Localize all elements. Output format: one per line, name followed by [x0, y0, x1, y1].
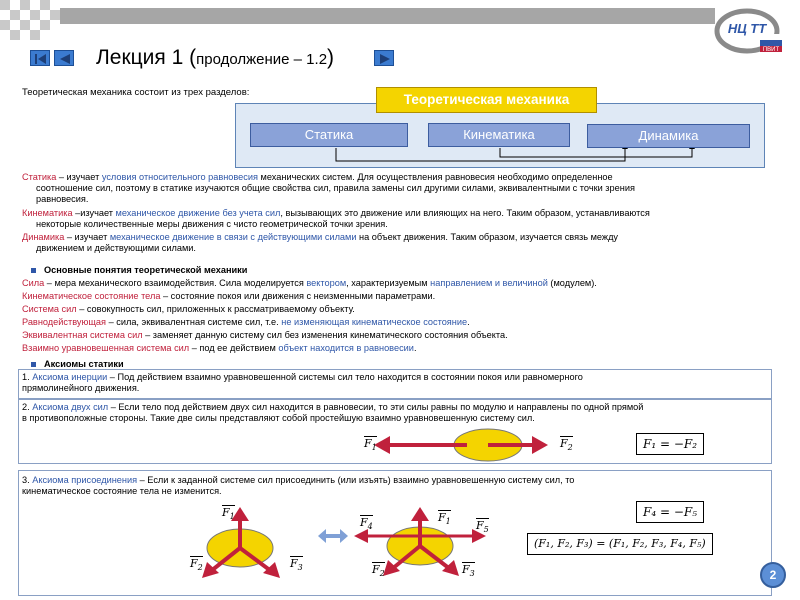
label-f1-left: $F_1$: [222, 506, 235, 522]
logo-text: НЦ ТТ: [727, 21, 767, 36]
logo-sub: ПВИТ: [762, 47, 780, 53]
axioms-heading: Аксиомы статики: [44, 359, 124, 369]
label-f2: $F_2$: [560, 437, 573, 453]
label-f4-right: $F_4$: [360, 516, 373, 532]
two-forces-figure: [370, 426, 550, 466]
page-number-badge: 2: [760, 562, 786, 588]
diagram-box-kinematics: Кинематика: [428, 123, 570, 147]
label-f3-right: $F_3$: [462, 563, 475, 579]
label-f3-left: $F_3$: [290, 557, 303, 573]
formula-f4-f5: F₄ = −F₅: [636, 501, 704, 523]
skip-back-icon: [31, 51, 51, 67]
concept-force: Сила – мера механического взаимодействия. Сила моделируется вектором, характеризуемым направлением и величиной (модулем).: [22, 278, 597, 288]
axiom-1: 1. Аксиома инерции – Под действием взаимно уравновешенной системы сил тело находится в состоянии покоя или равномерного прямолинейного движения.: [22, 372, 583, 393]
label-f2-right: $F_2$: [372, 563, 385, 579]
concepts-heading: Основные понятия теоретической механики: [44, 265, 248, 275]
definition-statics: Статика – изучает условия относительного равновесия механических систем. Для осуществления равновесия необходимо определенное соотношение сил, поэтому в статике изучаются общие свойства сил, правила замены сил другими силами, эквивалентными с точки зрения равновесия.: [22, 172, 635, 204]
next-slide-button[interactable]: [374, 50, 394, 66]
decorative-checkers: [0, 0, 60, 46]
top-bar: [60, 8, 715, 24]
arrow-left-icon: [55, 51, 75, 67]
concept-system: Система сил – совокупность сил, приложенных к рассматриваемому объекту.: [22, 304, 355, 314]
label-f1-right: $F_1$: [438, 511, 451, 527]
concept-resultant: Равнодействующая – сила, эквивалентная системе сил, т.е. не изменяющая кинематическое состояние.: [22, 317, 470, 327]
three-forces-figure: [185, 505, 305, 585]
page-title: Лекция 1 (продолжение – 1.2): [96, 46, 335, 69]
double-arrow-icon: [318, 528, 348, 544]
first-slide-button[interactable]: [30, 50, 50, 66]
prev-slide-button[interactable]: [54, 50, 74, 66]
logo-icon: [714, 6, 784, 54]
intro-text: Теоретическая механика состоит из трех разделов:: [22, 87, 250, 98]
definition-dynamics: Динамика – изучает механическое движение в связи с действующими силами на объект движения. Таким образом, изучается связь между движением и действующими силами.: [22, 232, 619, 253]
diagram-box-dynamics: Динамика: [587, 124, 750, 148]
axiom-3: 3. Аксиома присоединения – Если к заданной системе сил присоединить (или изъять) взаимно уравновешенную систему сил, то кинематическое состояние тела не изменится.: [22, 475, 575, 496]
formula-two-forces: F₁ = −F₂: [636, 433, 704, 455]
arrowhead-down-right-icon: [263, 562, 280, 578]
formula-system-equivalence: (F₁, F₂, F₃) = (F₁, F₂, F₃, F₄, F₅): [527, 533, 713, 555]
concept-kinematic-state: Кинематическое состояние тела – состояние покоя или движения с неизменными параметрами.: [22, 291, 436, 301]
bullet-icon: [31, 362, 36, 367]
label-f5-right: $F_5$: [476, 519, 489, 535]
concept-equivalent: Эквивалентная система сил – заменяет данную систему сил без изменения кинематического состояния объекта.: [22, 330, 508, 340]
bullet-icon: [31, 268, 36, 273]
definition-kinematics: Кинематика –изучает механическое движение без учета сил, вызывающих это движение или влияющих на него. Таким образом, устанавливаются некоторые количественные меры движения с чисто геометрической точки зрения.: [22, 208, 650, 229]
diagram-title: Теоретическая механика: [376, 87, 597, 113]
axiom-2: 2. Аксиома двух сил – Если тело под действием двух сил находится в равновесии, то эти силы равны по модулю и направлены по одной прямой в противоположные стороны. Такие две силы представляют собой простейшую взаимно уравновешенную систему сил.: [22, 402, 644, 423]
arrow-right-icon: [375, 51, 395, 67]
arrowhead-right-icon: [532, 436, 548, 454]
concept-balanced: Взаимно уравновешенная система сил – под ее действием объект находится в равновесии.: [22, 343, 417, 353]
label-f2-left: $F_2$: [190, 557, 203, 573]
diagram-box-statics: Статика: [250, 123, 408, 147]
arrowhead-up-icon: [411, 507, 429, 521]
label-f1: $F_1$: [364, 437, 377, 453]
